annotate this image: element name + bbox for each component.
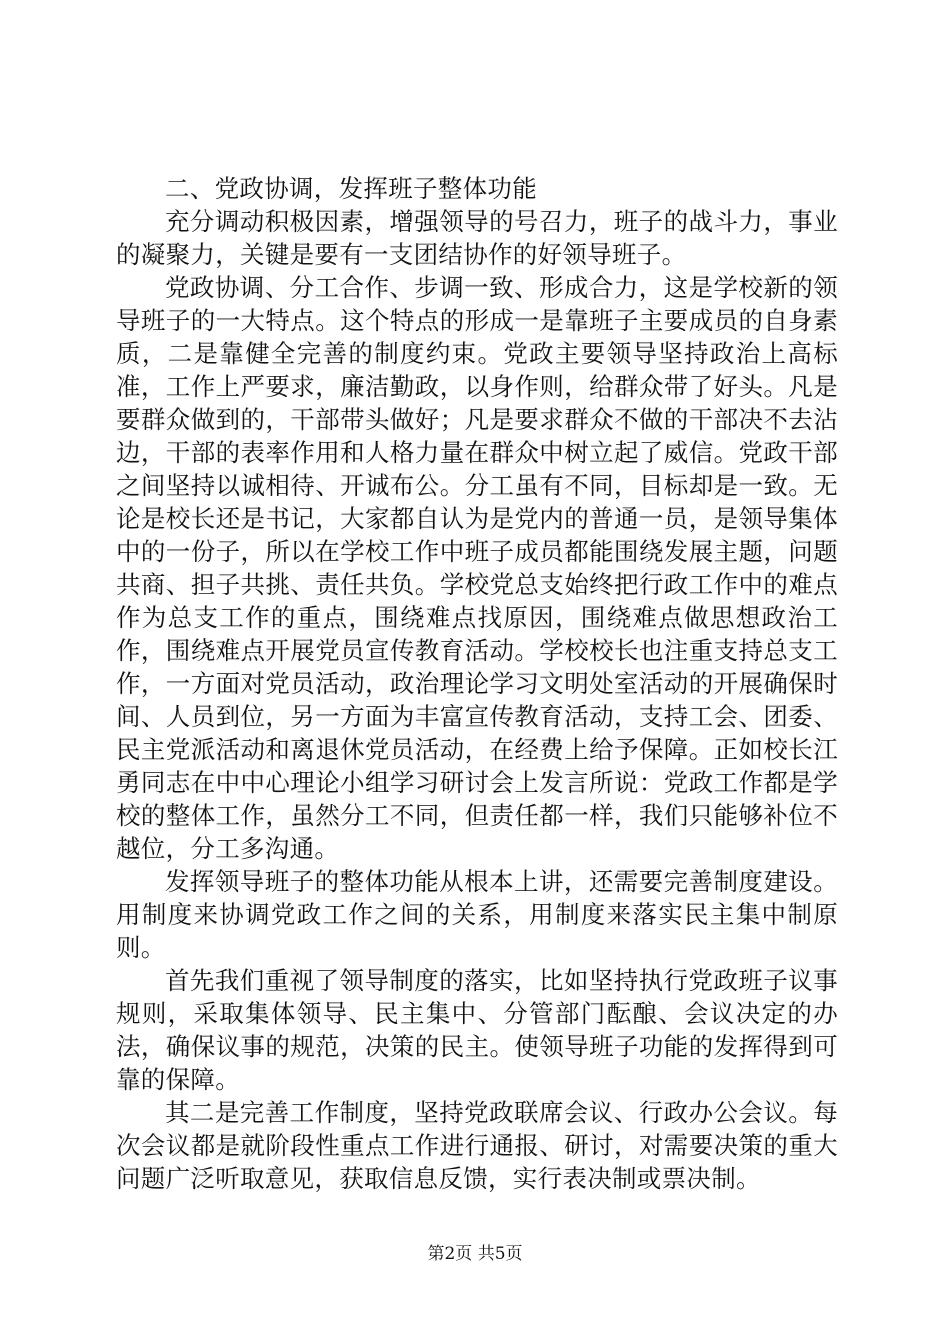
paragraph-2: 党政协调、分工合作、步调一致、形成合力，这是学校新的领导班子的一大特点。这个特点的形成一是靠班子主要成员的自身素质，二是靠健全完善的制度约束。党政主要领导坚持政治上高标准，工作上严要求，廉洁勤政，以身作则，给群众带了好头。凡是要群众做到的，干部带头做好；凡是要求群众不做的干部决不去沾边，干部的表率作用和人格力量在群众中树立起了威信。党政干部之间坚持以诚相待、开诚布公。分工虽有不同，目标却是一致。无论是校长还是书记，大家都自认为是党内的普通一员，是领导集体中的一份子，所以在学校工作中班子成员都能围绕发展主题，问题共商、担子共挑、责任共负。学校党总支始终把行政工作中的难点作为总支工作的重点，围绕难点找原因，围绕难点做思想政治工作，围绕难点开展党员宣传教育活动。学校校长也注重支持总支工作，一方面对党员活动，政治理论学习文明处室活动的开展确保时间、人员到位，另一方面为丰富宣传教育活动，支持工会、团委、民主党派活动和离退休党员活动，在经费上给予保障。正如校长江勇同志在中中心理论小组学习研讨会上发言所说：党政工作都是学校的整体工作，虽然分工不同，但责任都一样，我们只能够补位不越位，分工多沟通。	[116, 273, 838, 863]
document-body	[116, 172, 838, 1195]
paragraph-1: 充分调动积极因素，增强领导的号召力，班子的战斗力，事业的凝聚力，关键是要有一支团结协作的好领导班子。	[116, 207, 838, 269]
paragraph-3: 发挥领导班子的整体功能从根本上讲，还需要完善制度建设。用制度来协调党政工作之间的关系，用制度来落实民主集中制原则。	[116, 867, 838, 962]
section-heading: 二、党政协调，发挥班子整体功能	[165, 174, 537, 203]
paragraph-5: 其二是完善工作制度，坚持党政联席会议、行政办公会议。每次会议都是就阶段性重点工作进行通报、研讨，对需要决策的重大问题广泛听取意见，获取信息反馈，实行表决制或票决制。	[116, 1098, 838, 1193]
paragraph-4: 首先我们重视了领导制度的落实，比如坚持执行党政班子议事规则，采取集体领导、民主集中、分管部门酝酿、会议决定的办法，确保议事的规范，决策的民主。使领导班子功能的发挥得到可靠的保障。	[116, 966, 838, 1094]
page-footer: 第2页 共5页	[427, 1244, 523, 1264]
